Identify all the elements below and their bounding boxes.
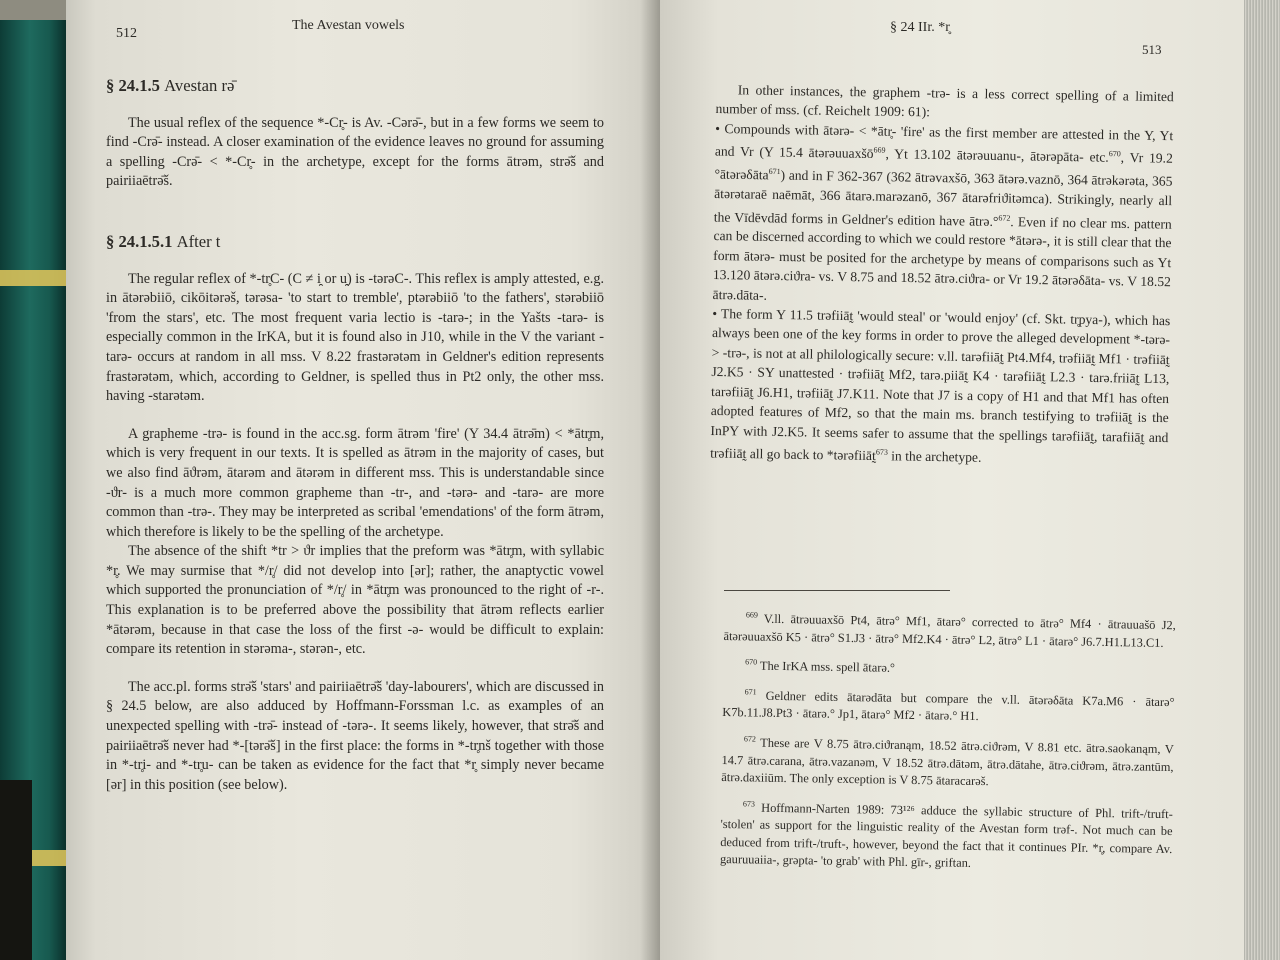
spine-label-area: [0, 780, 32, 960]
running-head: § 24 IIr. *r̥: [890, 20, 950, 35]
footnote-ref: 670: [1108, 149, 1121, 159]
footnote: $^{669}$ V.ll. ātrəuuaxšō Pt4, ātrə° Mf1, ātarə° corrected to ātrə° Mf4 · ātrauuašō J2, ātərəuuaxšō K5 · ātrə° S1.J3 · ātrə° Mf2.K4 · ātrə° L2, ātrə° L1 · ātarə° J6.7.H1.L13.C1.: [723, 610, 1176, 650]
paragraph: The absence of the shift *tr > ϑr implies that the preform was *ātr̥m, with syllabic *r̥. We may surmise that */r̥/ did not develop into [ər]; rather, the anaptyctic vowel which supported the pronunciation of */r̥/ in *ātr̥m was pronounced to the right of -r-. This explanation is to be preferred above the possibility that ātrəm reflects earlier *ātərəm, because in that case the loss of the first -ə- would be difficult to explain: compare its retention in stərəma-, stərən-, etc.: [106, 543, 604, 658]
paragraph: The acc.pl. forms strə̄š 'stars' and pairiiaētrə̄š 'day-labourers', which are discussed in § 24.5 below, are also adduced by Hoffmann-Forssman l.c. as examples of an unexpected spelling with -trə̄- instead of -tərə-. It seems likely, however, that strə̄š and pairiiaētrə̄š never had *-[tərə̄š] in the first place: the forms in *-tr̥nš together with those in *-tr̥i- and *-tr̥u- can be taken as evidence for the fact that *r̥ simply never became [ər] in this position (see below).: [106, 678, 604, 793]
paragraph: The usual reflex of the sequence *-Cr̥- is Av. -Cərə̄-, but in a few forms we seem to find -Crə̄- instead. A closer examination of the evidence leaves no ground for assuming a spelling -Crə̄- < *-Cr̥- in the archetype, except for the forms ātrəm, strə̄š and pairiiaētrə̄š.: [106, 114, 604, 190]
footnote-number: 672: [743, 734, 756, 744]
section-title: After t: [176, 231, 221, 251]
book-spine: [0, 20, 69, 960]
section-title: Avestan rə̄: [164, 76, 235, 95]
section-heading: [106, 232, 604, 252]
footnote-ref: 669: [873, 145, 886, 155]
section-number: § 24.1.5.1: [106, 231, 173, 251]
paragraph: The regular reflex of *-tr̥C- (C ≠ i̯ or u̯) is -tərəC-. This reflex is amply attested, e.g. in ātərəbiiō, cikōitərəš, tərəsa- 'to start to tremble', ptərəbiiō 'to the fathers', stərəbiiō 'from the stars', etc. The most frequent varia lectio is -tarə-; in the Yašts -tarə- is especially common in the IrKA, but it is found also in J10, while in the V the variant -tarə- occurs at random in all mss. V 8.22 frastərətəm in Geldner's edition represents frastərətəm, which, according to Geldner, is spelled thus in Pt2 only, the other mss. having -starətəm.: [106, 270, 604, 405]
right-page: [660, 0, 1244, 960]
page-edges: [1244, 0, 1280, 960]
left-page: [66, 0, 660, 960]
section-number: § 24.1.5: [106, 76, 160, 95]
footnote-rule: [724, 590, 950, 591]
page-number: 512: [116, 26, 137, 41]
footnote: $^{671}$ Geldner edits ātarədāta but compare the v.ll. ātərəδāta K7a.M6 · ātarə° K7b.11.J8.Pt3 · ātarə.° Jp1, ātarə° Mf2 · ātarə.° H1.: [722, 687, 1175, 724]
footnotes: [720, 606, 1176, 884]
right-page-body: [710, 80, 1174, 470]
footnote-number: 671: [744, 687, 757, 697]
paragraph: A grapheme -trə- is found in the acc.sg. form ātrəm 'fire' (Y 34.4 ātrə̄m) < *ātr̥m, which is very frequent in our texts. It is spelled as ātrəm in the majority of cases, but we also find āϑrəm, ātarəm and ātərəm in different mss. This is understandable since -ϑr- is a much more common grapheme than -tr-, and -tərə- and -tarə- are more common than -trə-. They may be interpreted as scribal 'emendations' of the form ātrəm, which therefore is likely to be the spelling of the archetype.: [106, 425, 604, 540]
footnote-ref: 671: [768, 166, 781, 177]
footnote-number: 670: [745, 657, 758, 667]
spine-band: [0, 270, 66, 286]
paragraph: In other instances, the graphem -trə- is a less correct spelling of a limited number of mss. (cf. Reichelt 1909: 61):: [715, 82, 1174, 120]
left-page-body: [106, 76, 604, 795]
footnote: $^{672}$ These are V 8.75 ātrə.ciϑranąm, 18.52 ātrə.ciϑrəm, V 8.81 etc. ātrə.saokanąm, V 14.7 ātrə.carana, ātrə.vazanəm, V 18.52 ātrə.dātəm, ātrə.dātahe, ātrə.ciϑrəm, ātrə.zantūm, ātrə.daxiiūm. The only exception is V 8.75 ātaracarəš.: [721, 734, 1174, 789]
footnote: $^{673}$ Hoffmann-Narten 1989: 73¹²⁶ adduce the syllabic structure of Phl. trift-/truft- 'stolen' as support for the linguistic reality of the Avestan form trəf-. Not much can be deduced from trift-/truft-, however, beyond the fact that it continues PIr. *r̥, compare Av. gauruuaiia-, grəpta- 'to grab' with Phl. gīr-, griftan.: [719, 798, 1173, 871]
footnote-number: 673: [742, 798, 755, 809]
footnote: $^{670}$ The IrKA mss. spell ātarə.°: [745, 657, 896, 675]
footnote-ref: 673: [875, 447, 888, 457]
page-number: 513: [1142, 42, 1162, 57]
bullet-paragraph: • Compounds with ātərə- < *ātr̥- 'fire' as the first member are attested in the Y, Yt and Vr (Y 15.4 ātərəuuaxšō$^{669}$, Yt 13.102 ātərəuuanu-, ātərəpāta- etc.$^{670}$, Vr 19.2 °ātərəδāta$^{671}$) and in F 362-367 (362 ātrəvaxšō, 363 ātərə.vaznō, 364 ātrəkərəta, 365 ātərətaraē naēmāt, 366 ātarə.marəzanō, 367 ātarəfriϑitəmca). Strikingly, nearly all the Vīdēvdād forms in Geldner's edition have ātrə.°$^{672}$. Even if no clear ms. pattern can be discerned according to which we could restore *ātərə-, it is still clear that the form ātərə- must be posited for the archetype by means of comparisons such as Yt 13.120 ātərə.ciϑra- vs. V 8.75 and 18.52 ātrə.ciϑra- or Vr 19.2 ātərəδāta- vs. V 18.52 ātrə.dāta-.: [712, 120, 1174, 303]
footnote-ref: 672: [998, 212, 1011, 223]
footnote-number: 669: [745, 610, 758, 620]
section-heading: [106, 76, 604, 96]
running-head: The Avestan vowels: [292, 18, 405, 33]
bullet-paragraph: • The form Y 11.5 trəfiiāt̰ 'would steal' or 'would enjoy' (cf. Skt. tr̥pya-), which has always been one of the key forms in order to prove the alleged development *-tərə- > -trə-, is not at all philologically secure: v.ll. tarəfiiāt̰ Pt4.Mf4, trəfiiāt̰ Mf1 · trəfiiāt̰ J2.K5 · SY unattested · trəfiiāt̰ Mf2, tarə.piiāt̰ K4 · tarəfiiāt̰ L2.3 · tarə.friiāt̰ L13, tarəfiiāt̰ J6.H1, trəfiiāt̰ J7.K11. Note that J7 is a copy of H1 and that Mf1 has often adopted features of Mf2, so that the main ms. branch testifying to trəfiiāt̰ is the InPY with J2.K5. It seems safer to assume that the spellings tarəfiiāt̰, tarafiiāt̰ and trəfiiāt̰ all go back to *tərəfiiāt̰$^{673}$ in the archetype.: [710, 306, 1171, 465]
